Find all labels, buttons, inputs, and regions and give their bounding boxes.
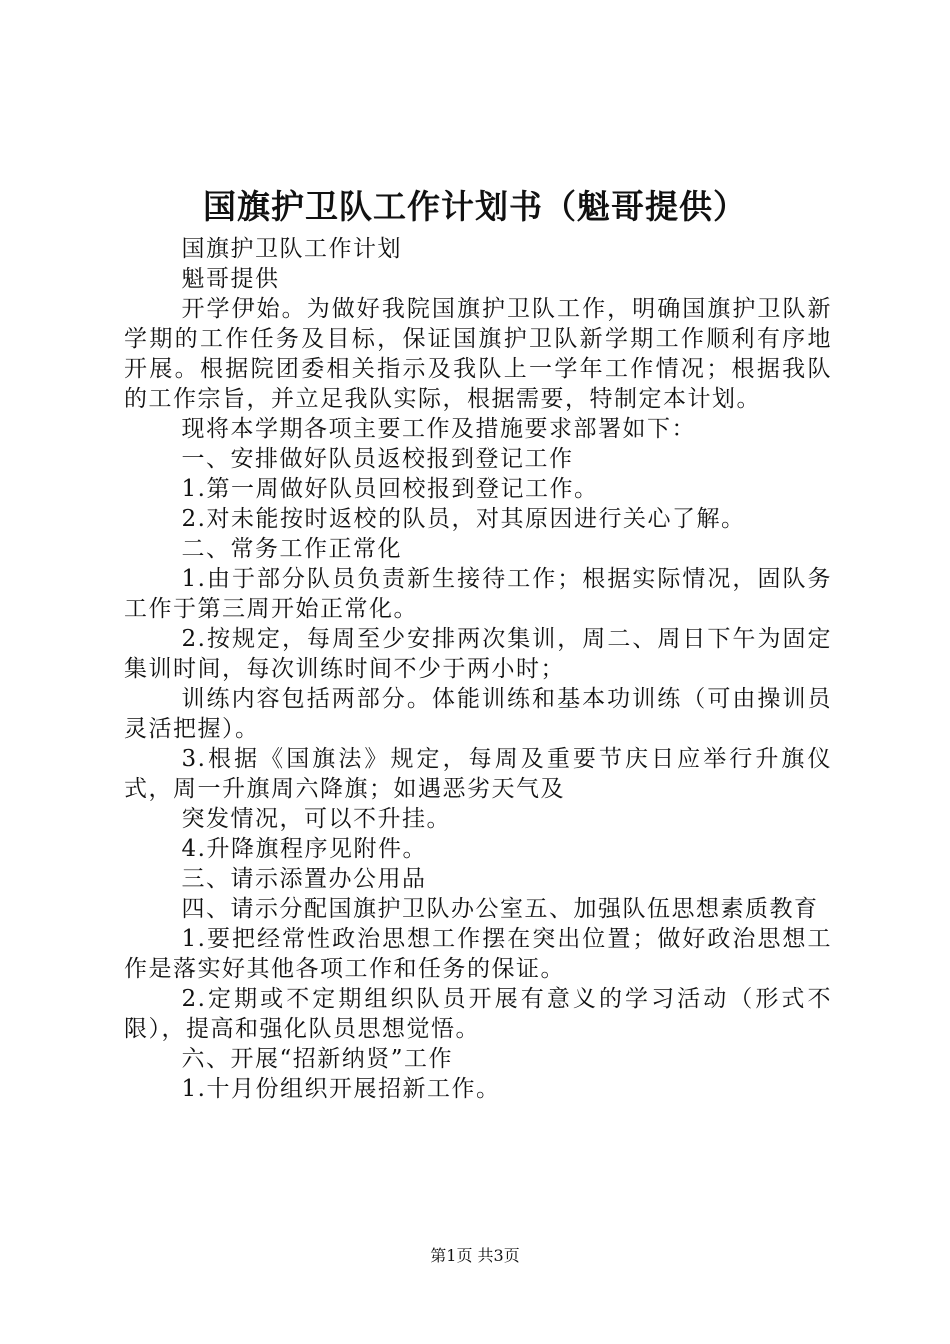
list-item: 4.升降旗程序见附件。: [181, 836, 427, 862]
paragraph-intro: 开学伊始。为做好我院国旗护卫队工作，明确国旗护卫队新学期的工作任务及目标，保证国旗护卫队新学期工作顺利有序地开展。根据院团委相关指示及我队上一学年工作情况；根据我队的工作宗旨，并立足我队实际，根据需要，特制定本计划。: [124, 296, 832, 412]
list-item: 3.根据《国旗法》规定，每周及重要节庆日应举行升旗仪式，周一升旗周六降旗；如遇恶劣天气及: [124, 746, 832, 802]
section-heading-4-5: 四、请示分配国旗护卫队办公室五、加强队伍思想素质教育: [181, 896, 819, 922]
list-item: 1.要把经常性政治思想工作摆在突出位置；做好政治思想工作是落实好其他各项工作和任务的保证。: [124, 926, 832, 982]
section-heading-6: 六、开展“招新纳贤”工作: [181, 1046, 454, 1072]
list-item: 2.按规定，每周至少安排两次集训，周二、周日下午为固定集训时间，每次训练时间不少于两小时；: [124, 626, 832, 682]
list-item: 1.第一周做好队员回校报到登记工作。: [181, 476, 599, 502]
paragraph-subtitle: 国旗护卫队工作计划: [181, 236, 402, 262]
page-footer: 第1页 共3页: [430, 1246, 520, 1265]
document-title: 国旗护卫队工作计划书（魁哥提供）: [203, 187, 747, 226]
paragraph-provider: 魁哥提供: [181, 266, 280, 292]
list-item: 1.十月份组织开展招新工作。: [181, 1076, 501, 1102]
list-item: 训练内容包括两部分。体能训练和基本功训练（可由操训员灵活把握）。: [124, 686, 832, 742]
list-item: 突发情况，可以不升挂。: [181, 806, 451, 832]
paragraph-deployment: 现将本学期各项主要工作及措施要求部署如下：: [181, 416, 696, 442]
section-heading-2: 二、常务工作正常化: [181, 536, 402, 562]
section-heading-3: 三、请示添置办公用品: [181, 866, 427, 892]
list-item: 2.定期或不定期组织队员开展有意义的学习活动（形式不限），提高和强化队员思想觉悟。: [124, 986, 832, 1042]
list-item: 1.由于部分队员负责新生接待工作；根据实际情况，固队务工作于第三周开始正常化。: [124, 566, 832, 622]
document-body: [124, 234, 832, 1104]
list-item: 2.对未能按时返校的队员，对其原因进行关心了解。: [181, 506, 746, 532]
section-heading-1: 一、安排做好队员返校报到登记工作: [181, 446, 574, 472]
